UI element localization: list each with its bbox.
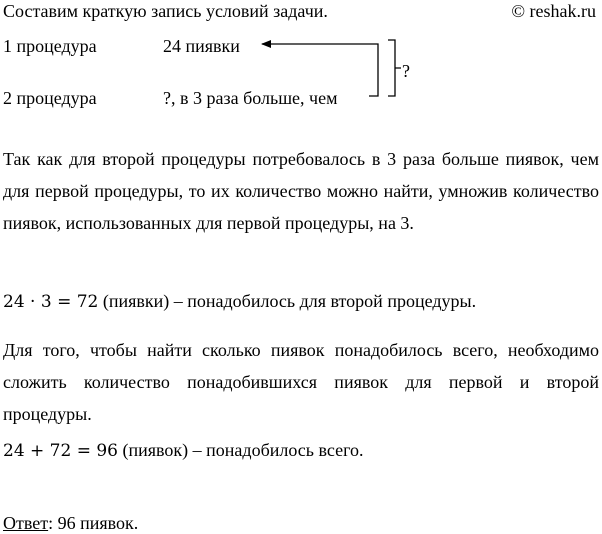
page-title: Составим краткую запись условий задачи. (3, 1, 328, 21)
procedure-2-value: ?, в 3 раза больше, чем (163, 88, 338, 108)
watermark: © reshak.ru (511, 1, 596, 21)
solution-paragraph-2: Для того, чтобы найти сколько пиявок понадобилось всего, необходимо сложить количество понадобившихся пиявок для первой и второй процедуры. (3, 340, 599, 424)
equation-2-math: 24 + 72 = 96 (3, 441, 118, 461)
answer-text: : 96 пиявок. (48, 513, 139, 533)
comparison-arrow (262, 44, 378, 96)
condition-diagram (0, 0, 602, 130)
equation-2 (3, 439, 364, 462)
total-brace (388, 40, 401, 96)
equation-2-text: (пиявок) – понадобилось всего. (118, 440, 364, 460)
procedure-1-label: 1 процедура (3, 36, 97, 56)
answer-label: Ответ (3, 513, 49, 533)
answer-line (3, 512, 138, 534)
equation-1-math: 24 · 3 = 72 (3, 292, 99, 312)
equation-1-text: (пиявки) – понадобилось для второй процедуры. (98, 291, 477, 311)
equation-1 (3, 290, 476, 313)
total-question-mark: ? (402, 61, 410, 81)
procedure-2-label: 2 процедура (3, 88, 97, 108)
solution-paragraph-1: Так как для второй процедуры потребовалось в 3 раза больше пиявок, чем для первой процедуры, то их количество можно найти, умножив количество пиявок, использованных для первой процедуры, на 3. (3, 149, 599, 233)
procedure-1-value: 24 пиявки (163, 36, 240, 56)
